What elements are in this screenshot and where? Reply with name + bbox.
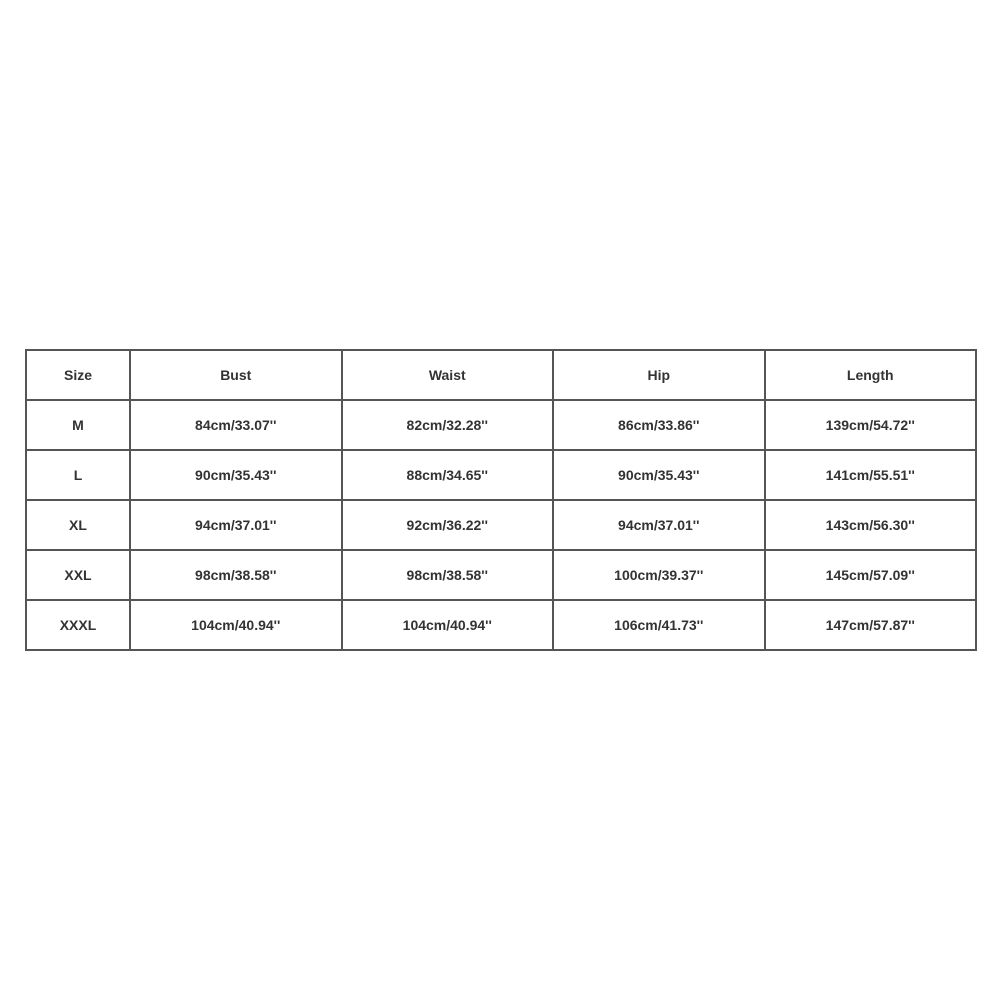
cell-hip: 106cm/41.73'' bbox=[553, 600, 765, 650]
cell-waist: 82cm/32.28'' bbox=[342, 400, 554, 450]
cell-waist: 98cm/38.58'' bbox=[342, 550, 554, 600]
cell-bust: 90cm/35.43'' bbox=[130, 450, 342, 500]
cell-length: 145cm/57.09'' bbox=[765, 550, 977, 600]
cell-length: 143cm/56.30'' bbox=[765, 500, 977, 550]
cell-size: M bbox=[26, 400, 130, 450]
table-row bbox=[26, 500, 976, 550]
header-bust: Bust bbox=[130, 350, 342, 400]
cell-length: 139cm/54.72'' bbox=[765, 400, 977, 450]
cell-hip: 90cm/35.43'' bbox=[553, 450, 765, 500]
cell-hip: 86cm/33.86'' bbox=[553, 400, 765, 450]
table-row bbox=[26, 450, 976, 500]
table-row bbox=[26, 400, 976, 450]
cell-size: XL bbox=[26, 500, 130, 550]
cell-bust: 94cm/37.01'' bbox=[130, 500, 342, 550]
cell-waist: 88cm/34.65'' bbox=[342, 450, 554, 500]
cell-hip: 100cm/39.37'' bbox=[553, 550, 765, 600]
cell-bust: 104cm/40.94'' bbox=[130, 600, 342, 650]
cell-size: XXL bbox=[26, 550, 130, 600]
table-row bbox=[26, 600, 976, 650]
header-waist: Waist bbox=[342, 350, 554, 400]
table-row bbox=[26, 550, 976, 600]
header-hip: Hip bbox=[553, 350, 765, 400]
cell-length: 141cm/55.51'' bbox=[765, 450, 977, 500]
cell-length: 147cm/57.87'' bbox=[765, 600, 977, 650]
cell-bust: 98cm/38.58'' bbox=[130, 550, 342, 600]
cell-bust: 84cm/33.07'' bbox=[130, 400, 342, 450]
cell-size: L bbox=[26, 450, 130, 500]
header-size: Size bbox=[26, 350, 130, 400]
cell-waist: 104cm/40.94'' bbox=[342, 600, 554, 650]
header-length: Length bbox=[765, 350, 977, 400]
size-chart-table bbox=[25, 349, 977, 651]
cell-hip: 94cm/37.01'' bbox=[553, 500, 765, 550]
header-row bbox=[26, 350, 976, 400]
cell-waist: 92cm/36.22'' bbox=[342, 500, 554, 550]
cell-size: XXXL bbox=[26, 600, 130, 650]
